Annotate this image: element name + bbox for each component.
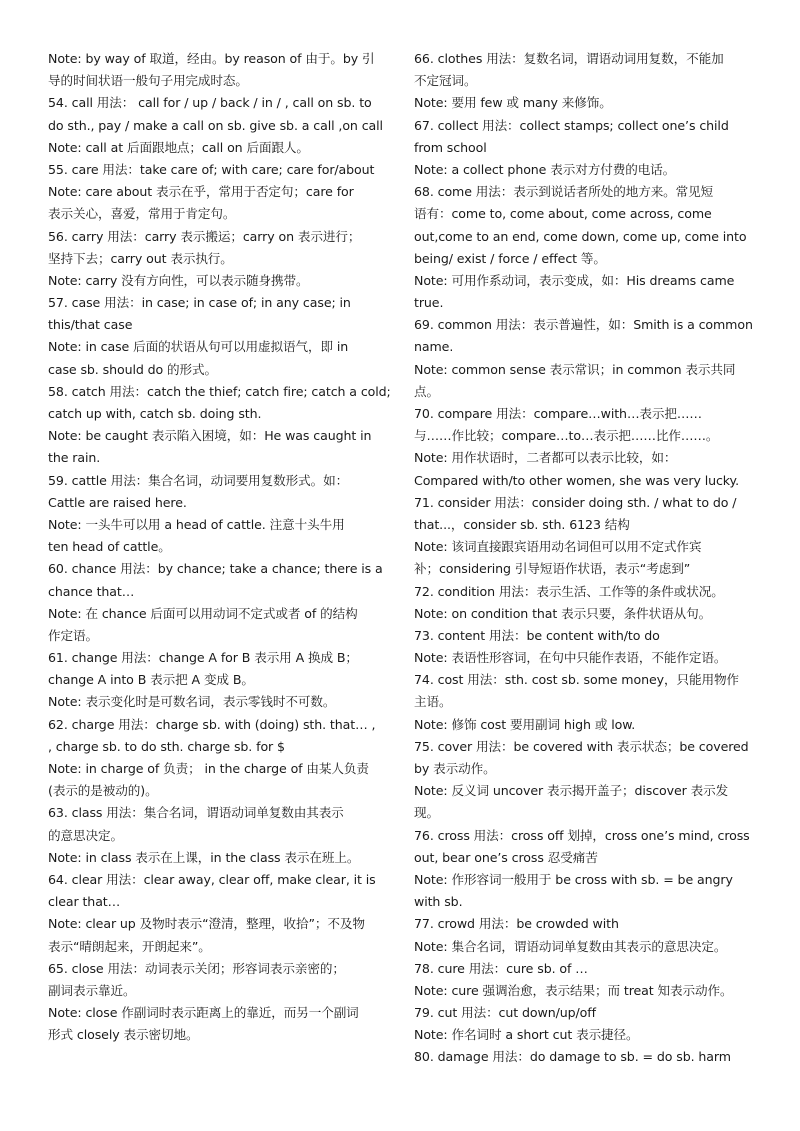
text-line: 58. catch 用法：catch the thief; catch fire; catch a cold; xyxy=(48,383,391,399)
text-line: 点。 xyxy=(414,383,439,399)
text-line: 80. damage 用法：do damage to sb. = do sb. harm xyxy=(414,1049,731,1065)
text-line: 导的时间状语一般句子用完成时态。 xyxy=(48,73,248,89)
text-line: from school xyxy=(414,139,487,155)
text-line: (表示的是被动的)。 xyxy=(48,783,158,799)
text-line: Note: be caught 表示陷入困境，如：He was caught in xyxy=(48,428,372,444)
text-line: the rain. xyxy=(48,450,101,466)
text-line: Note: 该词直接跟宾语用动名词但可以用不定式作宾 xyxy=(414,539,702,555)
text-line: 56. carry 用法：carry 表示搬运；carry on 表示进行； xyxy=(48,228,361,244)
text-line: 54. call 用法： call for / up / back / in / , call on sb. to xyxy=(48,95,372,111)
text-line: 73. content 用法：be content with/to do xyxy=(414,627,660,643)
text-line: 57. case 用法：in case; in case of; in any case; in xyxy=(48,295,351,311)
text-line: Note: clear up 及物时表示“澄清，整理，收拾”；不及物 xyxy=(48,916,365,932)
text-line: Note: 反义词 uncover 表示揭开盖子；discover 表示发 xyxy=(414,783,729,799)
text-line: catch up with, catch sb. doing sth. xyxy=(48,406,262,421)
text-line: Note: care about 表示在乎，常用于否定句；care for xyxy=(48,184,354,200)
text-line: 的意思决定。 xyxy=(48,827,123,843)
text-line: 表示关心，喜爱，常用于肯定句。 xyxy=(48,206,236,222)
text-line: Cattle are raised here. xyxy=(48,494,187,510)
text-line: 不定冠词。 xyxy=(414,73,477,89)
text-line: 77. crowd 用法：be crowded with xyxy=(414,916,619,932)
text-line: 78. cure 用法：cure sb. of … xyxy=(414,960,588,976)
text-line: 65. close 用法：动词表示关闭；形容词表示亲密的； xyxy=(48,960,345,976)
text-line: 副词表示靠近。 xyxy=(48,982,136,998)
text-line: Note: close 作副词时表示距离上的靠近，而另一个副词 xyxy=(48,1005,359,1021)
text-line: 表示“晴朗起来，开朗起来”。 xyxy=(48,938,211,954)
text-line: 语有：come to, come about, come across, come xyxy=(414,206,712,222)
text-line: 71. consider 用法：consider doing sth. / what to do / xyxy=(414,494,737,510)
text-line: 55. care 用法：take care of; with care; care for/about xyxy=(48,161,375,177)
text-line: 66. clothes 用法：复数名词，谓语动词用复数，不能加 xyxy=(414,51,724,66)
text-line: 67. collect 用法：collect stamps; collect one’s child xyxy=(414,117,729,133)
text-line: 70. compare 用法：compare…with…表示把…… xyxy=(414,406,702,421)
text-line: Note: a collect phone 表示对方付费的电话。 xyxy=(414,161,676,177)
text-line: ten head of cattle。 xyxy=(48,539,171,555)
text-line: 72. condition 用法：表示生活、工作等的条件或状况。 xyxy=(414,583,724,599)
text-line: 59. cattle 用法：集合名词，动词要用复数形式。如： xyxy=(48,472,349,488)
text-line: Note: by way of 取道，经由。by reason of 由于。by 引 xyxy=(48,51,375,66)
text-line: by 表示动作。 xyxy=(414,761,496,776)
text-line: , charge sb. to do sth. charge sb. for $ xyxy=(48,738,285,754)
text-line: Note: cure 强调治愈，表示结果；而 treat 知表示动作。 xyxy=(414,982,733,998)
text-line: do sth., pay / make a call on sb. give sb. a call ,on call xyxy=(48,117,383,133)
text-line: chance that… xyxy=(48,583,135,599)
text-line: Note: carry 没有方向性，可以表示随身携带。 xyxy=(48,272,309,288)
text-line: change A into B 表示把 A 变成 B。 xyxy=(48,672,254,688)
text-line: Note: in class 表示在上课，in the class 表示在班上。 xyxy=(48,849,360,865)
text-line: 主语。 xyxy=(414,694,452,710)
text-line: Note: 表示变化时是可数名词，表示零钱时不可数。 xyxy=(48,694,336,710)
text-line: Note: call at 后面跟地点；call on 后面跟人。 xyxy=(48,139,309,155)
right-column xyxy=(414,48,758,1069)
text-line: Note: 表语性形容词，在句中只能作表语，不能作定语。 xyxy=(414,650,727,666)
text-line: Note: 作形容词一般用于 be cross with sb. = be angry xyxy=(414,871,733,887)
text-line: Note: in charge of 负责； in the charge of 由某人负责 xyxy=(48,761,369,776)
text-line: 与……作比较；compare…to…表示把……比作……。 xyxy=(414,428,719,444)
text-line: Note: 作名词时 a short cut 表示捷径。 xyxy=(414,1027,639,1043)
text-line: 75. cover 用法：be covered with 表示状态；be covered xyxy=(414,738,749,754)
text-line: Note: 可用作系动词，表示变成，如：His dreams came xyxy=(414,272,735,288)
text-line: 补；considering 引导短语作状语，表示“考虑到” xyxy=(414,561,691,577)
text-line: Note: 在 chance 后面可以用动词不定式或者 of 的结构 xyxy=(48,605,358,621)
text-line: out,come to an end, come down, come up, come into xyxy=(414,228,747,244)
text-line: 现。 xyxy=(414,805,439,821)
text-line: 68. come 用法：表示到说话者所处的地方来。常见短 xyxy=(414,184,714,200)
text-line: 62. charge 用法：charge sb. with (doing) sth. that… , xyxy=(48,716,376,732)
text-line: with sb. xyxy=(414,894,463,910)
text-line: 69. common 用法：表示普遍性，如：Smith is a common xyxy=(414,317,753,333)
text-line: Note: 要用 few 或 many 来修饰。 xyxy=(414,95,612,111)
text-line: Note: on condition that 表示只要，条件状语从句。 xyxy=(414,605,712,621)
text-line: case sb. should do 的形式。 xyxy=(48,361,218,377)
text-line: 形式 closely 表示密切地。 xyxy=(48,1027,199,1043)
text-line: name. xyxy=(414,339,454,355)
text-line: clear that… xyxy=(48,894,121,910)
text-line: Note: common sense 表示常识；in common 表示共同 xyxy=(414,361,736,377)
text-line: 79. cut 用法：cut down/up/off xyxy=(414,1005,596,1021)
text-line: Note: 集合名词，谓语动词单复数由其表示的意思决定。 xyxy=(414,938,727,954)
left-column xyxy=(48,48,392,1046)
text-line: 作定语。 xyxy=(48,627,98,643)
text-line: out, bear one’s cross 忍受痛苦 xyxy=(414,849,598,865)
text-line: this/that case xyxy=(48,317,133,333)
text-line: Note: 一头牛可以用 a head of cattle. 注意十头牛用 xyxy=(48,516,345,532)
text-line: 64. clear 用法：clear away, clear off, make clear, it is xyxy=(48,871,376,887)
text-line: 坚持下去；carry out 表示执行。 xyxy=(48,250,233,266)
text-line: Compared with/to other women, she was very lucky. xyxy=(414,472,740,488)
text-line: Note: 修饰 cost 要用副词 high 或 low. xyxy=(414,716,636,732)
text-line: being/ exist / force / effect 等。 xyxy=(414,250,606,266)
text-line: 63. class 用法：集合名词，谓语动词单复数由其表示 xyxy=(48,805,344,821)
text-line: 76. cross 用法：cross off 划掉，cross one’s mind, cross xyxy=(414,827,750,843)
text-line: true. xyxy=(414,295,444,311)
text-line: 60. chance 用法：by chance; take a chance; there is a xyxy=(48,561,383,577)
text-line: 74. cost 用法：sth. cost sb. some money，只能用物作 xyxy=(414,672,739,688)
text-line: Note: 用作状语时，二者都可以表示比较，如： xyxy=(414,450,677,466)
text-line: that...，consider sb. sth. 6123 结构 xyxy=(414,516,630,532)
text-line: Note: in case 后面的状语从句可以用虚拟语气，即 in xyxy=(48,339,349,355)
text-line: 61. change 用法：change A for B 表示用 A 换成 B； xyxy=(48,650,358,666)
